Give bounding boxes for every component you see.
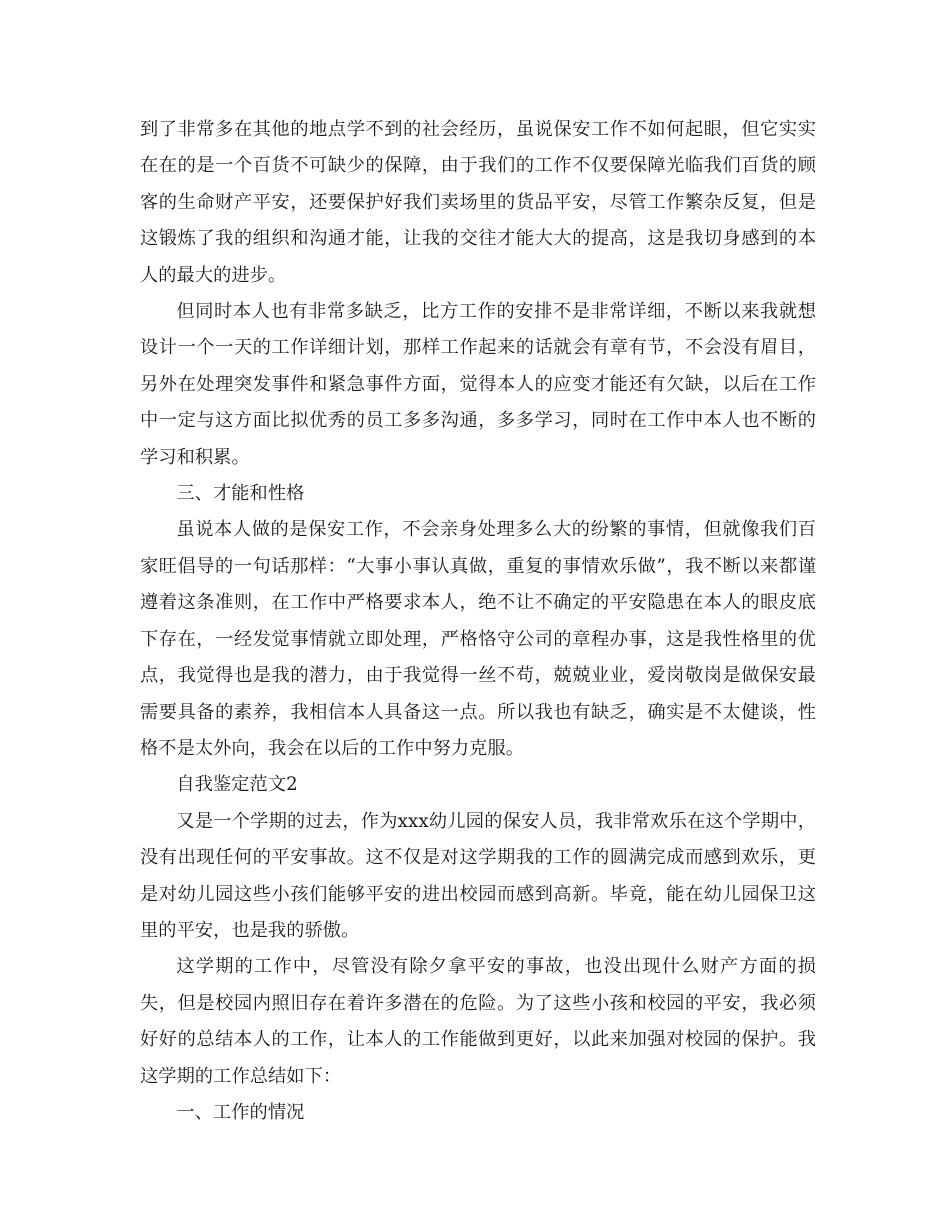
example-heading: 自我鉴定范文2 [176, 774, 298, 796]
section-heading-ability-character: 三、才能和性格 [176, 483, 305, 505]
paragraph-work-summary: 这学期的工作中，尽管没有除夕拿平安的事故，也没出现什么财产方面的损失，但是校园内照旧存在着许多潜在的危险。为了这些小孩和校园的平安，我必须好好的总结本人的工作，让本人的工作能做到更好，以此来加强对校园的保护。我这学期的工作总结如下： [140, 956, 816, 1087]
paragraph-semester: 又是一个学期的过去，作为xxx幼儿园的保安人员，我非常欢乐在这个学期中，没有出现任何的平安事故。这不仅是对这学期我的工作的圆满完成而感到欢乐，更是对幼儿园这些小孩们能够平安的进出校园而感到高新。毕竟，能在幼儿园保卫这里的平安，也是我的骄傲。 [140, 810, 816, 941]
paragraph-character: 虽说本人做的是保安工作，不会亲身处理多么大的纷繁的事情，但就像我们百家旺倡导的一句话那样：“大事小事认真做，重复的事情欢乐做”，我不断以来都谨遵着这条准则，在工作中严格要求本人，绝不让不确定的平安隐患在本人的眼皮底下存在，一经发觉事情就立即处理，严格恪守公司的章程办事，这是我性格里的优点，我觉得也是我的潜力，由于我觉得一丝不苟，兢兢业业，爱岗敬岗是做保安最需要具备的素养，我相信本人具备这一点。所以我也有缺乏，确实是不太健谈，性格不是太外向，我会在以后的工作中努力克服。 [140, 519, 816, 759]
document-body [140, 112, 816, 1131]
paragraph-shortcomings: 但同时本人也有非常多缺乏，比方工作的安排不是非常详细，不断以来我就想设计一个一天的工作详细计划，那样工作起来的话就会有章有节，不会没有眉目，另外在处理突发事件和紧急事件方面，觉得本人的应变才能还有欠缺，以后在工作中一定与这方面比拟优秀的员工多多沟通，多多学习，同时在工作中本人也不断的学习和积累。 [140, 301, 816, 468]
paragraph-continuation: 到了非常多在其他的地点学不到的社会经历，虽说保安工作不如何起眼，但它实实在在的是一个百货不可缺少的保障，由于我们的工作不仅要保障光临我们百货的顾客的生命财产平安，还要保护好我们卖场里的货品平安，尽管工作繁杂反复，但是这锻炼了我的组织和沟通才能，让我的交往才能大大的提高，这是我切身感到的本人的最大的进步。 [140, 119, 816, 286]
section-heading-work-situation: 一、工作的情况 [176, 1101, 305, 1123]
